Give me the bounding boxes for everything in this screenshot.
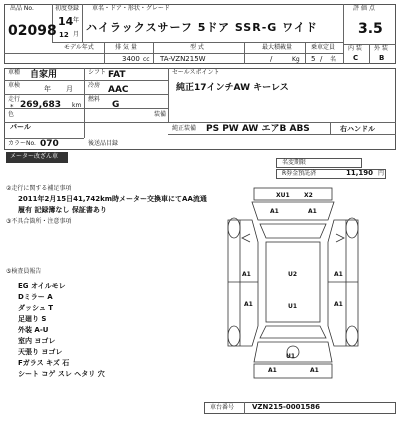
diagram-label-a1-mid-right: A1 <box>334 301 343 308</box>
diagram-label-a1-bottom-right: A1 <box>310 367 319 374</box>
capacity-value: 5 <box>311 55 316 63</box>
report-item: 室内 ヨゴレ <box>18 337 56 345</box>
inspection-year-unit: 年 <box>44 85 51 93</box>
report-item: Fガラス キズ 石 <box>18 359 70 367</box>
mileage-label: 走行 <box>8 96 21 103</box>
diagram-label-x2: X2 <box>304 192 313 199</box>
genuine-equipment-label: 純正装備 <box>172 125 197 132</box>
selling-point-label: セールスポイント <box>172 69 220 76</box>
aircon-value: AAC <box>108 85 129 95</box>
history-title: ②走行に関する補足事項 <box>6 185 72 192</box>
report-item: 足廻り S <box>18 315 47 323</box>
mileage-value: 269,683 <box>20 100 61 110</box>
registration-month: 12 <box>59 31 69 39</box>
diagram-label-u1: U1 <box>288 303 298 310</box>
defect-title: ③不具合箇所・注意事項 <box>6 218 72 225</box>
car-name: ハイラックスサーフ 5ドア SSR-G ワイド <box>86 21 318 34</box>
meter-tampering-band: メーター改ざん車 <box>6 152 68 163</box>
lot-number: 02098 <box>8 23 57 39</box>
inspector-report-title: ⑤検査員報告 <box>6 268 42 275</box>
report-item: EG オイルモレ <box>18 282 66 290</box>
mileage-unit: km <box>72 102 82 109</box>
interior-label: 内 装 <box>348 45 362 52</box>
registration-year: 14 <box>58 15 74 28</box>
selling-point-value: 純正17インチAW キーレス <box>176 83 289 93</box>
max-load-unit: Kg <box>292 56 300 63</box>
car-damage-diagram <box>222 186 364 402</box>
chassis-number: VZN215-0001586 <box>252 403 320 411</box>
recycle-fee-unit: 円 <box>378 170 385 177</box>
interior-grade: C <box>353 54 359 62</box>
history-line-2: 履有 記録簿なし 保証書あり <box>18 206 107 214</box>
displacement-unit: cc <box>143 56 150 63</box>
fuel-label: 燃料 <box>88 96 101 103</box>
grade-value: 3.5 <box>358 21 383 37</box>
diagram-label-xu1: XU1 <box>276 192 290 199</box>
color-value: パール <box>10 123 31 131</box>
recycle-fee-label: R券金預託済 <box>282 170 317 177</box>
report-item: ダッシュ T <box>18 304 54 312</box>
diagram-label-a1-top-left: A1 <box>270 208 279 215</box>
equipment-value: PS PW AW エアB ABS <box>206 124 310 134</box>
report-item: シート コゲ スレ ヘタリ 穴 <box>18 370 105 378</box>
inspection-month-unit: 月 <box>66 85 73 93</box>
shift-label: シフト <box>88 69 107 76</box>
car-name-label: 車名・ドア・形状・グレード <box>92 5 170 12</box>
recycle-fee-value: 11,190 <box>346 169 374 177</box>
exterior-label: 外 装 <box>374 45 388 52</box>
recycle-list-label: 後送品目録 <box>88 140 119 147</box>
capacity-label: 乗車定員 <box>311 44 336 51</box>
registration-year-unit: 年 <box>73 17 80 24</box>
usage-label: 車種 <box>8 69 21 76</box>
exterior-grade: B <box>379 54 385 62</box>
capacity-unit: 名 <box>330 56 337 63</box>
diagram-label-a1-side-left: A1 <box>242 271 251 278</box>
chassis-label: 車台番号 <box>210 404 235 411</box>
usage-value: 自家用 <box>30 70 58 80</box>
fuel-value: G <box>112 100 120 110</box>
displacement-value: 3400 <box>122 55 140 63</box>
report-item: Dミラー A <box>18 293 53 301</box>
shift-value: FAT <box>108 70 126 80</box>
max-load-slash: / <box>270 55 273 63</box>
capacity-slash: / <box>320 55 323 63</box>
diagram-label-a1-bottom-left: A1 <box>268 367 277 374</box>
inspection-label: 車検 <box>8 82 21 89</box>
report-item: 天張り ヨゴレ <box>18 348 63 356</box>
report-item: 外装 A-U <box>18 326 49 334</box>
model-code-label: 型 式 <box>190 44 204 51</box>
aircon-label: 冷房 <box>88 82 101 89</box>
color-label: 色 <box>8 111 15 118</box>
registration-label: 初度登録 <box>55 5 80 12</box>
steering-value: 右ハンドル <box>340 125 375 133</box>
color-code-value: 070 <box>40 139 59 149</box>
diagram-label-a1-mid-left: A1 <box>244 301 253 308</box>
model-year-label: モデル年式 <box>64 44 94 51</box>
mileage-star: * <box>10 103 14 111</box>
displacement-label: 排 気 量 <box>115 44 137 51</box>
diagram-label-u2: U2 <box>288 271 298 278</box>
name-change-label: 名変期限 <box>282 159 307 166</box>
diagram-label-a1-side-right: A1 <box>334 271 343 278</box>
registration-month-unit: 月 <box>73 31 80 38</box>
diagram-label-a1-top-right: A1 <box>308 208 317 215</box>
max-load-label: 最大積載量 <box>262 44 293 51</box>
diagram-label-u1-lower: U1 <box>286 353 296 360</box>
lot-label: 出品 No. <box>10 5 34 12</box>
grade-label: 評 価 点 <box>353 5 375 12</box>
inspector-report-list <box>18 281 105 380</box>
model-code-value: TA-VZN215W <box>160 55 206 63</box>
color-code-label: カラーNo. <box>8 140 36 147</box>
history-line-1: 2011年2月15日41,742km時メーター交換車にてAA流通 <box>18 195 207 203</box>
option-label: 装備 <box>154 111 167 118</box>
